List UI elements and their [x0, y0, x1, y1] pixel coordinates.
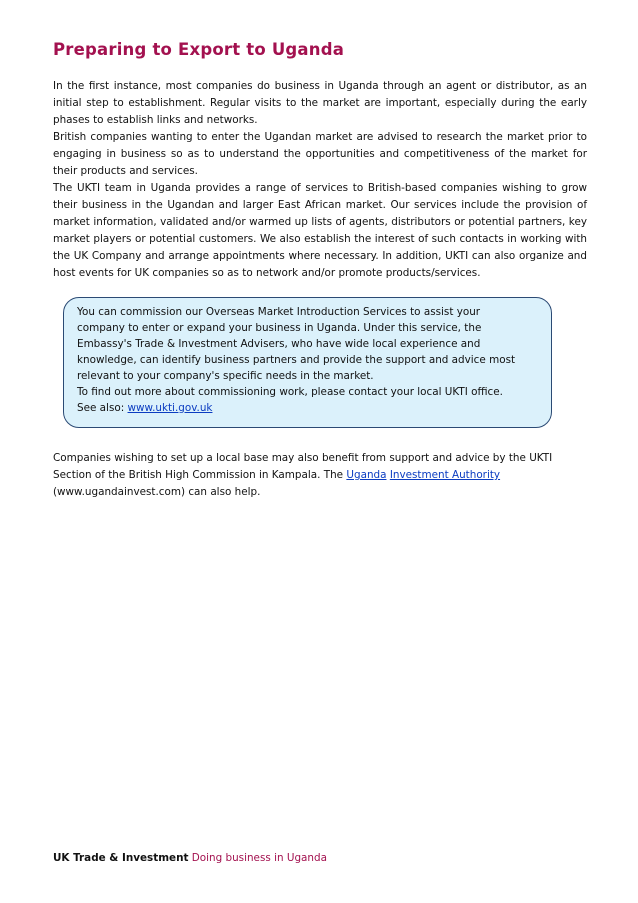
paragraph-local-base — [53, 450, 593, 501]
investment-authority-link[interactable]: Investment Authority — [389, 469, 501, 481]
paragraph-research: British companies wanting to enter the Ugandan market are advised to research the market prior to engaging in business so as to understand the opportunities and competitiveness of the market for their products and services. — [53, 131, 587, 177]
page-title: Preparing to Export to Uganda — [53, 40, 345, 59]
closing-text-before: Companies wishing to set up a local base may also benefit from support and advice by the UKTI Section of the British High Commission in Kampala. The — [53, 452, 553, 481]
callout-contact — [77, 384, 527, 416]
uganda-link[interactable]: Uganda — [346, 469, 387, 481]
see-also-label: See also: — [77, 402, 125, 414]
paragraph-agents: In the first instance, most companies do business in Uganda through an agent or distributor, as an initial step to establishment. Regular visits to the market are important, especially during the early phases to establish links and networks. — [53, 80, 587, 126]
footer-publication: Doing business in Uganda — [191, 852, 327, 864]
ukti-link[interactable]: www.ukti.gov.uk — [127, 402, 213, 414]
callout-intro: You can commission our Overseas Market Introduction Services to assist your company to enter or expand your business in Uganda. Under this service, the Embassy's Trade & Investment Advisers, who have wide local experience and knowledge, can identify business partners and provide the support and advice most relevant to your company's specific needs in the market. — [77, 306, 516, 382]
callout-box — [63, 297, 552, 428]
closing-text-after: (www.ugandainvest.com) can also help. — [53, 486, 261, 498]
footer-org: UK Trade & Investment — [53, 852, 189, 864]
callout-contact-text: To find out more about commissioning work, please contact your local UKTI office. — [77, 386, 503, 398]
paragraph-ukti-services: The UKTI team in Uganda provides a range of services to British-based companies wishing to grow their business in the Ugandan and larger East African market. Our services include the provision of market information, validated and/or warmed up lists of agents, distributors or potential partners, key market players or potential customers. We also establish the interest of such contacts in working with the UK Company and arrange appointments where necessary. In addition, UKTI can also organize and host events for UK companies so as to network and/or promote products/services. — [53, 182, 587, 279]
footer — [53, 852, 327, 864]
